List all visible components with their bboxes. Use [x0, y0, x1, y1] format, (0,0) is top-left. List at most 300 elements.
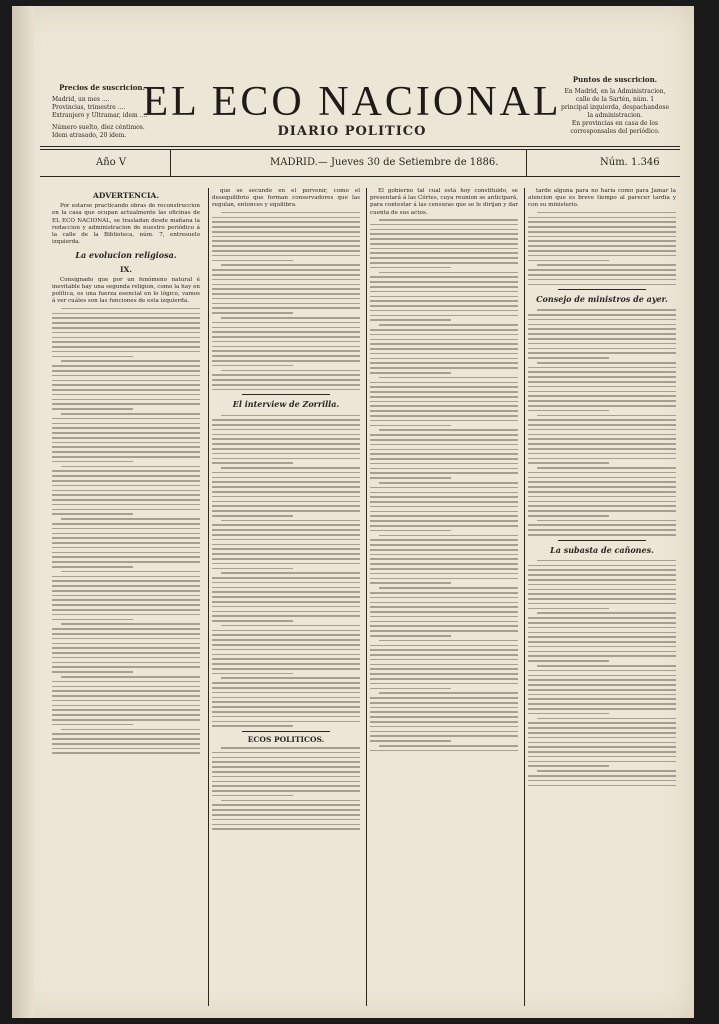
- masthead-rule-top: [40, 146, 680, 147]
- text-line: [537, 467, 676, 469]
- text-line: [52, 604, 200, 606]
- text-line: [212, 298, 360, 300]
- text-line: [212, 615, 360, 617]
- text-line: [528, 328, 676, 330]
- text-line: [212, 658, 360, 660]
- text-line: [212, 284, 360, 286]
- text-line: [52, 384, 200, 386]
- text-line: [212, 611, 360, 613]
- text-line: [52, 470, 200, 472]
- text-line: [528, 617, 676, 619]
- text-line: [379, 692, 518, 694]
- text-line: [528, 698, 676, 700]
- text-line: [212, 819, 360, 821]
- text-line: [212, 687, 360, 689]
- text-line: [212, 587, 360, 589]
- text-line: [212, 804, 360, 806]
- text-line: [221, 747, 360, 749]
- text-line: [528, 486, 676, 488]
- text-line: [370, 630, 518, 632]
- text-line: [52, 537, 200, 539]
- points-heading: Puntos de suscricion.: [572, 75, 658, 84]
- text-line: [528, 221, 676, 223]
- text-line: [370, 539, 518, 541]
- text-line: [528, 250, 676, 252]
- text-line: [212, 443, 360, 445]
- text-line: [528, 598, 676, 600]
- text-line: [212, 365, 293, 367]
- text-line: [528, 589, 676, 591]
- text-line: [61, 729, 200, 731]
- text-line: [370, 721, 518, 723]
- text-line: [370, 453, 518, 455]
- text-line: [212, 776, 360, 778]
- text-line: [370, 444, 518, 446]
- text-line: [52, 499, 200, 501]
- text-line: [528, 765, 609, 767]
- text-line: [212, 711, 360, 713]
- text-line: [528, 737, 676, 739]
- text-line: [212, 654, 360, 656]
- text-line: [212, 752, 360, 754]
- text-line: [528, 679, 676, 681]
- text-line: [212, 458, 360, 460]
- text-line: [212, 596, 360, 598]
- text-line: [528, 324, 676, 326]
- article-title-zorrilla: El interview de Zorrilla.: [232, 399, 340, 410]
- text-line: [52, 647, 200, 649]
- article-title-evolucion: La evolucion religiosa.: [75, 250, 177, 261]
- text-line: [61, 518, 200, 520]
- text-line: [528, 405, 676, 407]
- text-line: [379, 272, 518, 274]
- issue-date: MADRID.— Jueves 30 de Setiembre de 1886.: [270, 157, 499, 168]
- text-line: [370, 362, 518, 364]
- text-line: [370, 315, 518, 317]
- text-line: [370, 711, 518, 713]
- article-body-lines: [52, 308, 200, 754]
- text-line: [52, 561, 200, 563]
- text-line: [370, 668, 518, 670]
- text-line: [370, 262, 518, 264]
- text-line: [370, 224, 518, 226]
- text-line: [528, 462, 609, 464]
- text-line: [212, 563, 360, 565]
- text-line: [379, 745, 518, 747]
- text-line: [370, 291, 518, 293]
- price-line: Extranjero y Ultramar, idem ....: [52, 112, 148, 119]
- text-line: [370, 348, 518, 350]
- text-line: [221, 212, 360, 214]
- text-line: [370, 726, 518, 728]
- text-line: [370, 252, 518, 254]
- text-line: [528, 632, 676, 634]
- text-line: [528, 565, 676, 567]
- text-line: [212, 250, 360, 252]
- text-line: [212, 785, 360, 787]
- text-line: [528, 746, 676, 748]
- advertencia-text: Por estarse practicando obras de reconstruccion en la casa que ocupan actualmente las oficinas de EL ECO NACIONAL, se trasladan desde mañana la redaccion y administracion de nuestro periódico á la calle de la Biblioteca, núm. 7, entresuelo izquierda.: [52, 203, 200, 246]
- text-line: [370, 654, 518, 656]
- text-line: [370, 353, 518, 355]
- text-line: [370, 621, 518, 623]
- text-line: [212, 505, 360, 507]
- text-line: [528, 338, 676, 340]
- text-line: [528, 381, 676, 383]
- text-line: [370, 735, 518, 737]
- newspaper-title: EL ECO NACIONAL: [142, 79, 562, 125]
- text-line: [212, 341, 360, 343]
- text-line: [61, 360, 200, 362]
- text-line: [370, 248, 518, 250]
- text-line: [528, 245, 676, 247]
- text-line: [212, 529, 360, 531]
- text-line: [212, 236, 360, 238]
- text-line: [52, 528, 200, 530]
- text-line: [212, 486, 360, 488]
- text-line: [52, 681, 200, 683]
- text-line: [61, 571, 200, 573]
- text-line: [379, 377, 518, 379]
- text-line: [528, 231, 676, 233]
- text-line: [212, 701, 360, 703]
- article-body-lines: [528, 560, 676, 786]
- prices-heading: Precios de suscricion.: [59, 83, 145, 92]
- text-line: [212, 419, 360, 421]
- text-line: [528, 515, 609, 517]
- text-line: [52, 456, 200, 458]
- text-line: [52, 370, 200, 372]
- text-line: [528, 622, 676, 624]
- text-line: [370, 506, 518, 508]
- text-line: [212, 226, 360, 228]
- article-text-evolucion: Consignado que por un fenómeno natural é inevitable hay una segunda religion, como la hay en política, es una fuerza esencial en lo lógico, vamos á ver cuáles son las funciones de esta izquierda.: [52, 276, 200, 305]
- text-line: [379, 535, 518, 537]
- text-line: [370, 750, 518, 752]
- text-line: [52, 351, 200, 353]
- text-line: [370, 487, 518, 489]
- text-line: [52, 733, 200, 735]
- text-line: [52, 657, 200, 659]
- text-line: [370, 649, 518, 651]
- text-line: [52, 590, 200, 592]
- text-line: [528, 780, 676, 782]
- text-line: [370, 645, 518, 647]
- text-line: [528, 651, 676, 653]
- text-line: [212, 809, 360, 811]
- text-line: [370, 415, 518, 417]
- text-line: [379, 482, 518, 484]
- text-line: [370, 716, 518, 718]
- text-line: [370, 492, 518, 494]
- text-line: [379, 219, 518, 221]
- text-line: [212, 379, 360, 381]
- text-line: [52, 619, 133, 621]
- text-line: [528, 491, 676, 493]
- text-line: [528, 608, 609, 610]
- text-line: [528, 240, 676, 242]
- text-line: [370, 606, 518, 608]
- text-line: [537, 612, 676, 614]
- text-line: [212, 221, 360, 223]
- text-line: [370, 386, 518, 388]
- text-line: [52, 724, 133, 726]
- text-line: [52, 743, 200, 745]
- text-line: [370, 611, 518, 613]
- text-line: [528, 400, 676, 402]
- text-line: [52, 628, 200, 630]
- text-line: [221, 264, 360, 266]
- text-line: [61, 676, 200, 678]
- text-line: [221, 520, 360, 522]
- text-line: [370, 530, 451, 532]
- text-line: [370, 439, 518, 441]
- text-line: [221, 317, 360, 319]
- text-line: [212, 663, 360, 665]
- text-line: [212, 534, 360, 536]
- text-line: [528, 236, 676, 238]
- text-line: [52, 523, 200, 525]
- newspaper-page: [12, 6, 694, 1018]
- text-line: [528, 226, 676, 228]
- text-line: [528, 453, 676, 455]
- text-line: [52, 556, 200, 558]
- text-line: [528, 627, 676, 629]
- article-body-lines: [528, 309, 676, 535]
- text-line: [370, 343, 518, 345]
- text-line: [370, 382, 518, 384]
- dateline: [40, 152, 680, 174]
- text-line: [528, 579, 676, 581]
- text-line: [52, 418, 200, 420]
- text-line: [370, 233, 518, 235]
- text-line: [52, 494, 200, 496]
- text-line: [528, 410, 609, 412]
- text-line: [212, 346, 360, 348]
- text-line: [370, 558, 518, 560]
- text-line: [212, 288, 360, 290]
- text-line: [212, 558, 360, 560]
- price-line: Número suelto, diez céntimos.: [52, 124, 145, 131]
- text-line: [212, 601, 360, 603]
- text-line: [537, 362, 676, 364]
- section-divider: [558, 540, 647, 541]
- text-line: [528, 260, 609, 262]
- text-line: [370, 554, 518, 556]
- text-line: [528, 660, 609, 662]
- text-line: [212, 553, 360, 555]
- dateline-divider-2: [526, 150, 527, 176]
- point-line: la administracion.: [587, 112, 643, 119]
- text-line: [212, 231, 360, 233]
- text-line: [52, 690, 200, 692]
- text-line: [370, 511, 518, 513]
- text-line: [212, 453, 360, 455]
- text-line: [212, 524, 360, 526]
- text-line: [370, 549, 518, 551]
- column-1: [52, 188, 200, 1006]
- text-line: [370, 334, 518, 336]
- text-line: [52, 480, 200, 482]
- text-line: [212, 360, 360, 362]
- text-line: [52, 490, 200, 492]
- text-line: [52, 442, 200, 444]
- text-line: [212, 757, 360, 759]
- text-line: [212, 307, 360, 309]
- text-line: [212, 472, 360, 474]
- text-line: [212, 448, 360, 450]
- text-line: [537, 212, 676, 214]
- column-3: [370, 188, 518, 1006]
- text-line: [528, 646, 676, 648]
- newspaper-subtitle: DIARIO POLITICO: [277, 124, 427, 139]
- text-line: [370, 659, 518, 661]
- year-label: Año V: [96, 157, 127, 168]
- text-line: [212, 260, 293, 262]
- article-title-subasta: La subasta de cañones.: [550, 544, 654, 555]
- text-line: [528, 352, 676, 354]
- text-line: [370, 281, 518, 283]
- article-body-lines: [212, 415, 360, 727]
- text-line: [537, 415, 676, 417]
- text-line: [52, 437, 200, 439]
- text-line: [52, 686, 200, 688]
- text-line: [212, 673, 293, 675]
- text-line: [212, 568, 293, 570]
- text-line: [370, 731, 518, 733]
- text-line: [52, 652, 200, 654]
- text-line: [212, 781, 360, 783]
- text-line: [52, 313, 200, 315]
- text-line: [370, 339, 518, 341]
- text-line: [212, 790, 360, 792]
- text-line: [212, 434, 360, 436]
- text-line: [52, 427, 200, 429]
- text-line: [52, 485, 200, 487]
- text-line: [370, 496, 518, 498]
- text-line: [212, 577, 360, 579]
- text-line: [379, 429, 518, 431]
- text-line: [528, 727, 676, 729]
- text-line: [528, 722, 676, 724]
- text-line: [212, 706, 360, 708]
- text-line: [370, 515, 518, 517]
- text-line: [212, 501, 360, 503]
- masthead-rule-bottom: [40, 176, 680, 177]
- ecos-politicos-heading: ECOS POLITICOS.: [247, 734, 325, 744]
- text-line: [221, 572, 360, 574]
- column-2: [212, 188, 360, 1006]
- point-line: principal izquierda, despachandose: [560, 104, 669, 111]
- text-line: [370, 257, 518, 259]
- text-line: [370, 372, 451, 374]
- text-line: [221, 800, 360, 802]
- text-line: [52, 552, 200, 554]
- text-line: [221, 467, 360, 469]
- text-line: [528, 785, 676, 787]
- text-line: [528, 708, 676, 710]
- text-line: [370, 329, 518, 331]
- text-line: [52, 475, 200, 477]
- text-line: [52, 748, 200, 750]
- text-line: [528, 367, 676, 369]
- text-line: [212, 350, 360, 352]
- text-line: [528, 477, 676, 479]
- text-line: [528, 761, 676, 763]
- article-body-lines: [528, 212, 676, 285]
- text-line: [61, 308, 200, 310]
- article-section-number: IX.: [120, 264, 132, 274]
- text-line: [52, 714, 200, 716]
- text-line: [212, 293, 360, 295]
- text-line: [370, 683, 518, 685]
- text-line: [528, 429, 676, 431]
- text-line: [528, 448, 676, 450]
- masthead-rule-top-thin: [40, 149, 680, 150]
- text-line: [52, 599, 200, 601]
- text-line: [528, 756, 676, 758]
- text-line: [528, 751, 676, 753]
- text-line: [370, 391, 518, 393]
- text-line: [528, 584, 676, 586]
- text-line: [212, 515, 293, 517]
- text-line: [52, 638, 200, 640]
- text-line: [212, 716, 360, 718]
- text-line: [370, 573, 518, 575]
- text-line: [221, 625, 360, 627]
- text-line: [212, 312, 293, 314]
- text-line: [528, 684, 676, 686]
- text-line: [52, 576, 200, 578]
- text-line: [528, 636, 676, 638]
- text-line: [370, 305, 518, 307]
- text-line: [52, 666, 200, 668]
- text-line: [370, 635, 451, 637]
- text-line: [370, 582, 451, 584]
- text-line: [212, 582, 360, 584]
- text-line: [370, 520, 518, 522]
- text-line: [52, 380, 200, 382]
- article-text-continued: que se secunde en el porvenir, como el desequilibrio que forman conservadores que las regulan, entonces y equilibra.: [212, 188, 360, 209]
- text-line: [52, 547, 200, 549]
- text-line: [528, 391, 676, 393]
- text-line: [528, 670, 676, 672]
- issue-number: Núm. 1.346: [600, 157, 660, 168]
- text-line: [528, 419, 676, 421]
- text-line: [212, 327, 360, 329]
- text-line: [212, 240, 360, 242]
- text-line: [370, 544, 518, 546]
- text-line: [212, 634, 360, 636]
- subscription-points: [560, 76, 670, 136]
- text-line: [370, 425, 451, 427]
- text-line: [528, 481, 676, 483]
- text-line: [370, 286, 518, 288]
- text-line: [212, 591, 360, 593]
- text-line: [370, 616, 518, 618]
- text-line: [370, 477, 451, 479]
- text-line: [370, 367, 518, 369]
- text-line: [212, 828, 360, 830]
- text-line: [370, 525, 518, 527]
- text-line: [52, 614, 200, 616]
- advertencia-heading: ADVERTENCIA.: [93, 191, 159, 200]
- text-line: [370, 678, 518, 680]
- text-line: [212, 697, 360, 699]
- text-line: [537, 264, 676, 266]
- text-line: [212, 771, 360, 773]
- text-line: [528, 569, 676, 571]
